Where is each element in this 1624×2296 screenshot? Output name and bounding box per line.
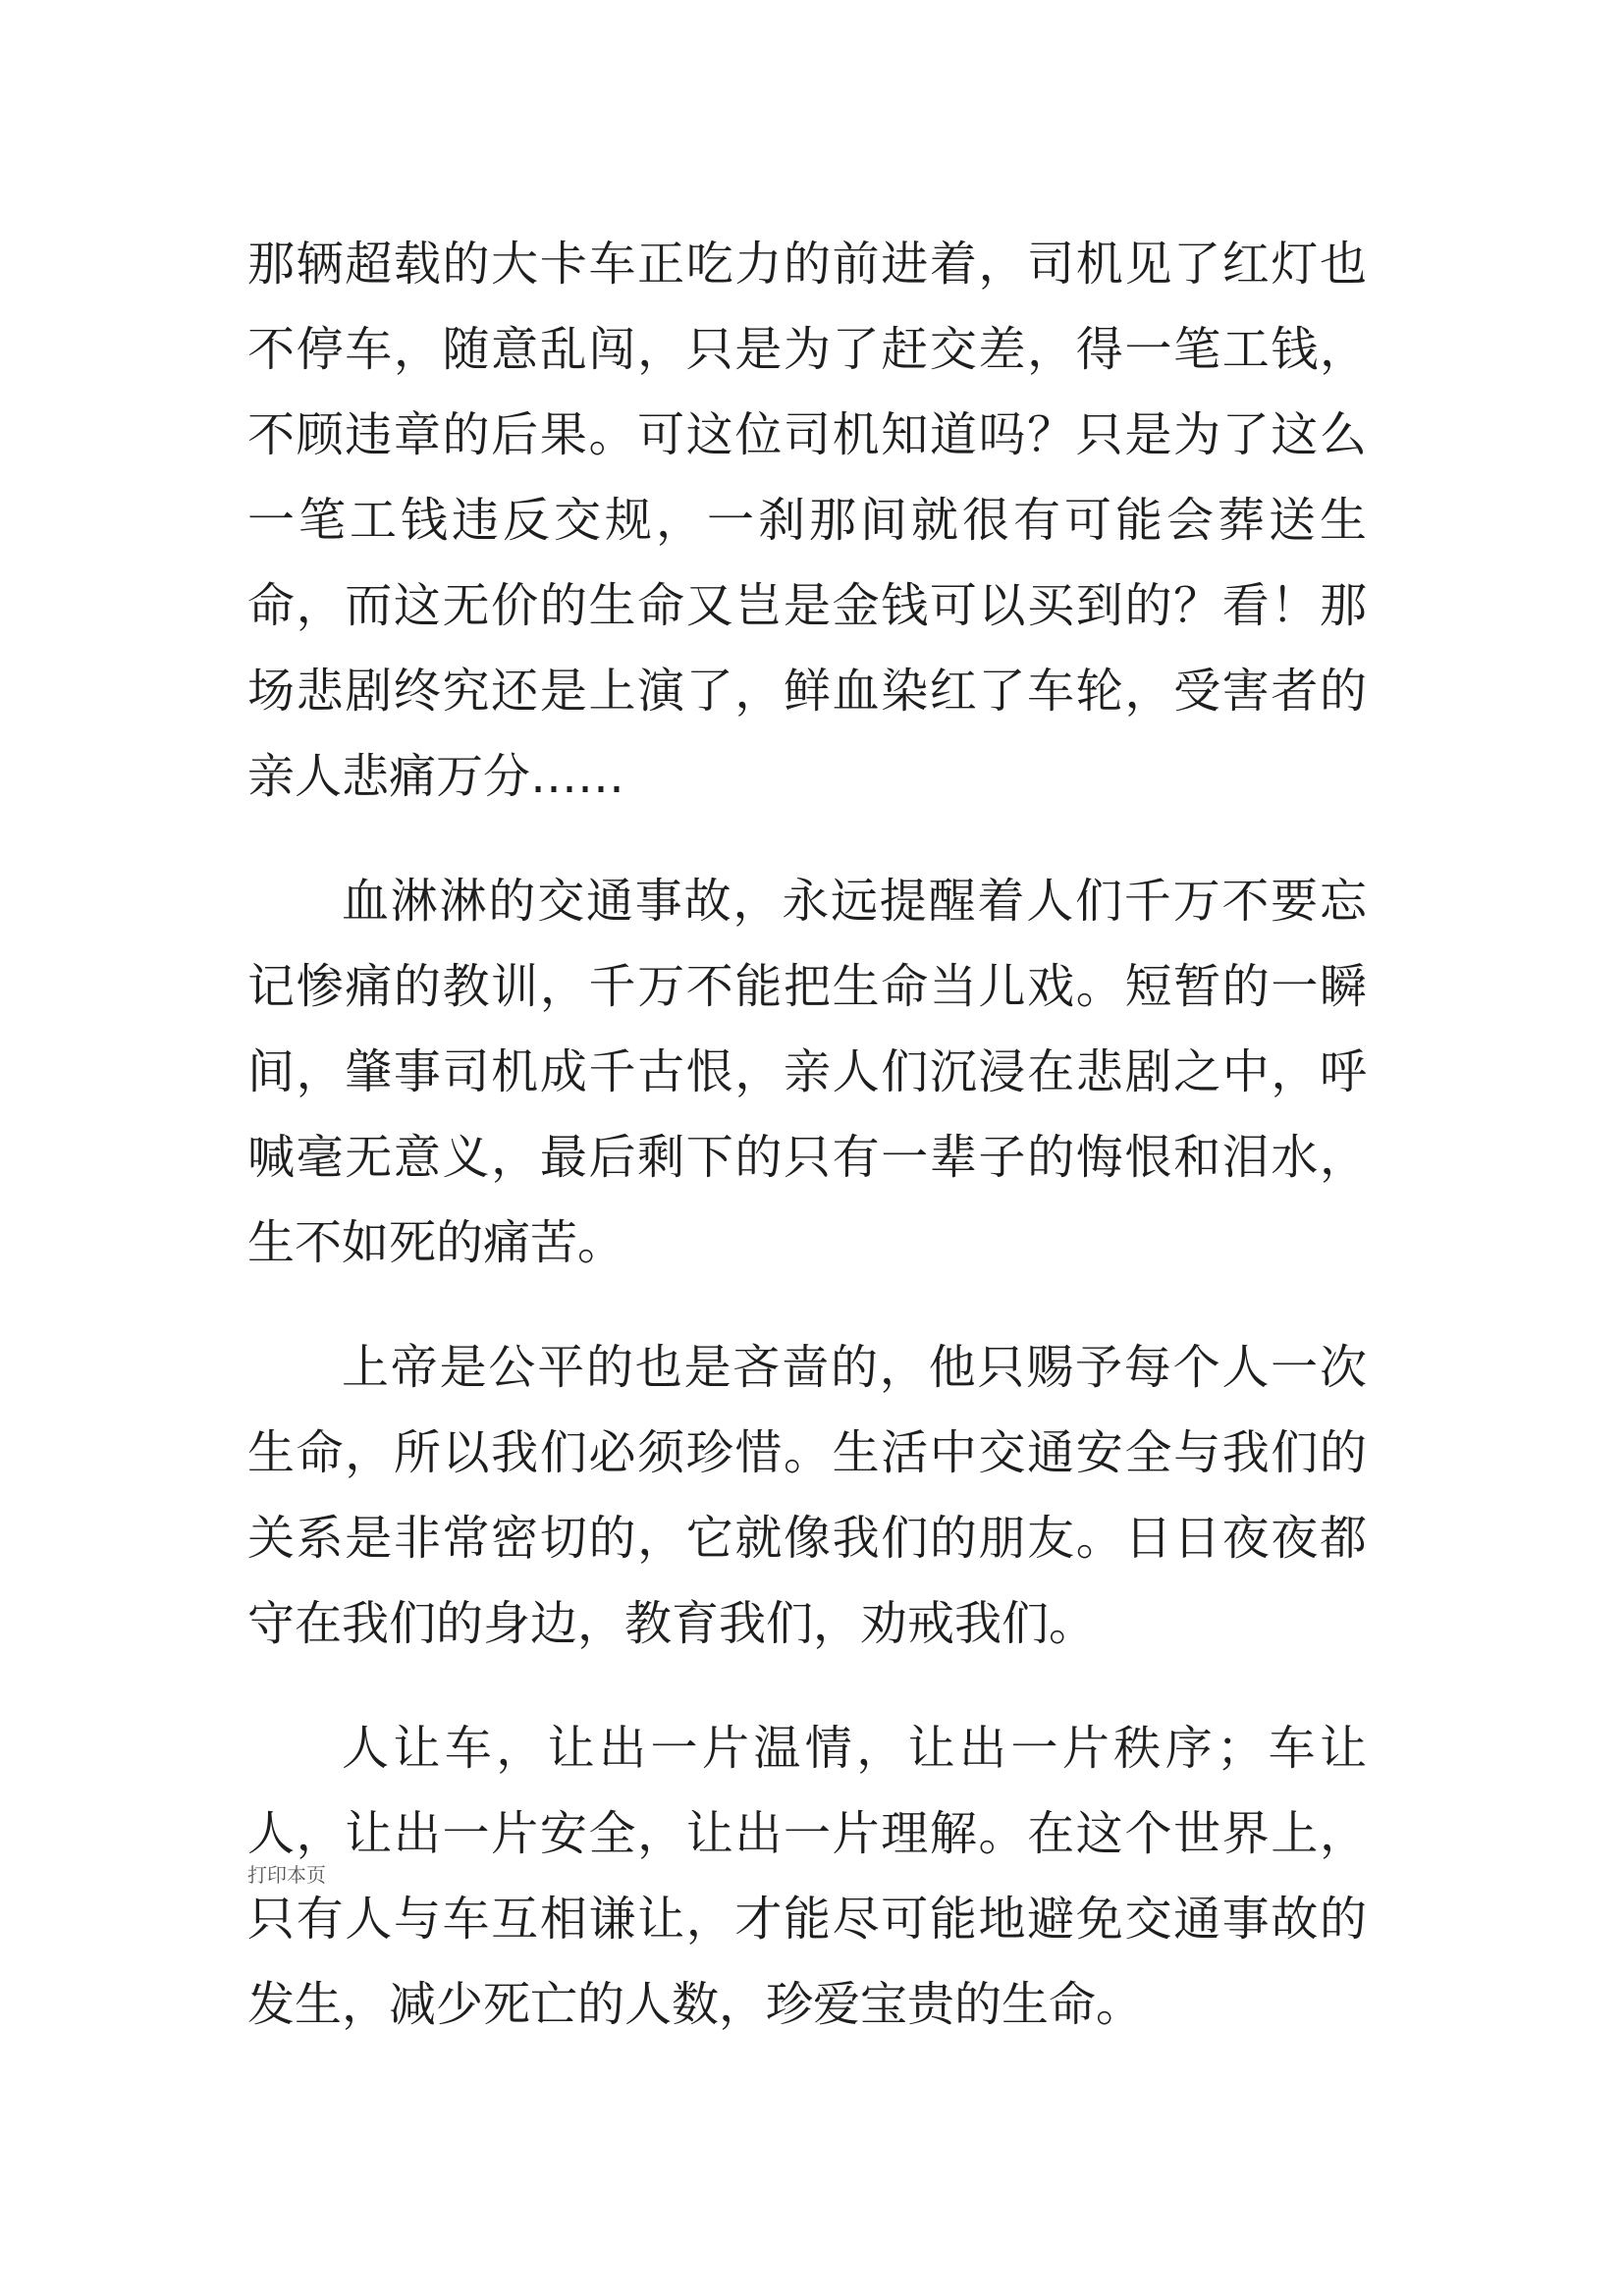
print-page-link[interactable]: 打印本页 [247,1863,326,1887]
paragraph-2: 血淋淋的交通事故，永远提醒着人们千万不要忘记惨痛的教训，千万不能把生命当儿戏。短暂的一瞬间，肇事司机成千古恨，亲人们沉浸在悲剧之中，呼喊毫无意义，最后剩下的只有一辈子的悔恨和泪水，生不如死的痛苦。 [247,874,1367,1270]
paragraph-1: 那辆超载的大卡车正吃力的前进着，司机见了红灯也不停车，随意乱闯，只是为了赶交差，得一笔工钱，不顾违章的后果。可这位司机知道吗？只是为了这么一笔工钱违反交规，一刹那间就很有可能会葬送生命，而这无价的生命又岂是金钱可以买到的？看！那场悲剧终究还是上演了，鲜血染红了车轮，受害者的亲人悲痛万分…… [247,237,1367,804]
article-body [247,222,1367,2087]
paragraph-3: 上帝是公平的也是吝啬的，他只赐予每个人一次生命，所以我们必须珍惜。生活中交通安全与我们的关系是非常密切的，它就像我们的朋友。日日夜夜都守在我们的身边，教育我们，劝戒我们。 [247,1340,1367,1651]
paragraph-4: 人让车，让出一片温情，让出一片秩序；车让人，让出一片安全，让出一片理解。在这个世界上，只有人与车互相谦让，才能尽可能地避免交通事故的发生，减少死亡的人数，珍爱宝贵的生命。 [247,1721,1367,2032]
